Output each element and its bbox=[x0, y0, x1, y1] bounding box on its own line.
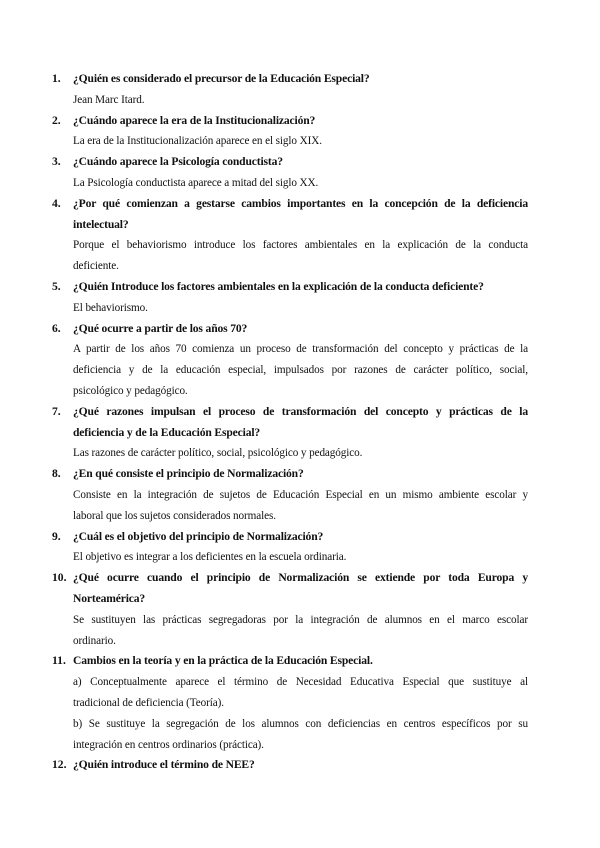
question-text: ¿Quién Introduce los factores ambientales en la explicación de la conducta deficiente? bbox=[73, 280, 484, 293]
question-number: 10. bbox=[52, 571, 67, 585]
question-number: 2. bbox=[52, 113, 61, 127]
answer-line: integración en centros ordinarios (práctica). bbox=[73, 738, 264, 751]
answer-text bbox=[73, 235, 528, 277]
answer-text bbox=[73, 672, 528, 755]
question-line: ¿Qué ocurre cuando el principio de Normalización se extiende por toda Europa y bbox=[73, 571, 528, 585]
answer-line: Porque el behaviorismo introduce los factores ambientales en la explicación de la conducta bbox=[73, 239, 528, 252]
question-item-7 bbox=[52, 402, 528, 464]
question-number: 3. bbox=[52, 155, 61, 169]
answer-text: Las razones de carácter político, social, psicológico y pedagógico. bbox=[73, 447, 363, 460]
question-item-12 bbox=[52, 755, 528, 776]
question-text: Cambios en la teoría y en la práctica de la Educación Especial. bbox=[73, 654, 373, 668]
question-text bbox=[73, 194, 528, 236]
question-item-1 bbox=[52, 69, 528, 111]
answer-line: ordinario. bbox=[73, 634, 116, 647]
answer-text: La Psicología conductista aparece a mitad del siglo XX. bbox=[73, 176, 319, 189]
question-text bbox=[73, 402, 528, 444]
question-line: Norteamérica? bbox=[73, 591, 146, 605]
answer-text bbox=[73, 610, 528, 652]
question-number: 5. bbox=[52, 280, 61, 293]
answer-text: Jean Marc Itard. bbox=[73, 93, 145, 106]
answer-paragraph-b bbox=[73, 714, 528, 756]
question-text: ¿Quién introduce el término de NEE? bbox=[73, 758, 255, 772]
answer-line: psicológico y pedagógico. bbox=[73, 384, 188, 397]
answer-line: A partir de los años 70 comienza un proceso de transformación del concepto y prácticas de la bbox=[73, 343, 528, 356]
question-item-9 bbox=[52, 527, 528, 569]
answer-text bbox=[73, 339, 528, 401]
question-number: 7. bbox=[52, 404, 61, 418]
question-text bbox=[73, 568, 528, 610]
answer-paragraph-a bbox=[73, 672, 528, 714]
question-number: 8. bbox=[52, 467, 61, 481]
question-number: 4. bbox=[52, 196, 61, 210]
question-item-8 bbox=[52, 464, 528, 526]
question-number: 9. bbox=[52, 529, 61, 543]
question-item-4 bbox=[52, 194, 528, 277]
question-item-10 bbox=[52, 568, 528, 651]
answer-line: deficiente. bbox=[73, 260, 119, 273]
answer-text: El behaviorismo. bbox=[73, 301, 148, 314]
question-text: ¿Qué ocurre a partir de los años 70? bbox=[73, 321, 248, 335]
answer-line: a) Conceptualmente aparece el término de Necesidad Educativa Especial que sustituye al bbox=[73, 676, 528, 689]
question-line: ¿Qué razones impulsan el proceso de transformación del concepto y prácticas de la bbox=[73, 404, 528, 418]
question-item-11 bbox=[52, 651, 528, 755]
question-text: ¿Cuándo aparece la Psicología conductista? bbox=[73, 155, 283, 169]
answer-line: laboral que los sujetos considerados normales. bbox=[73, 509, 276, 522]
answer-line: Consiste en la integración de sujetos de Educación Especial en un mismo ambiente escolar y bbox=[73, 488, 528, 501]
question-line: intelectual? bbox=[73, 217, 129, 231]
answer-line: b) Se sustituye la segregación de los alumnos con deficiencias en centros específicos por su bbox=[73, 717, 528, 730]
question-text: ¿Cuál es el objetivo del principio de Normalización? bbox=[73, 529, 324, 543]
answer-line: deficiencia y de la educación especial, impulsados por razones de carácter político, social, bbox=[73, 364, 528, 377]
question-line: deficiencia y de la Educación Especial? bbox=[73, 425, 261, 439]
question-number: 1. bbox=[52, 72, 61, 85]
answer-text: La era de la Institucionalización aparece en el siglo XIX. bbox=[73, 135, 322, 148]
question-text: ¿En qué consiste el principio de Normalización? bbox=[73, 467, 304, 481]
question-text: ¿Cuándo aparece la era de la Institucionalización? bbox=[73, 113, 316, 127]
question-number: 11. bbox=[52, 654, 66, 668]
question-text: ¿Quién es considerado el precursor de la Educación Especial? bbox=[73, 72, 370, 85]
question-number: 6. bbox=[52, 321, 61, 335]
question-item-5 bbox=[52, 277, 528, 319]
question-item-2 bbox=[52, 111, 528, 153]
answer-text: El objetivo es integrar a los deficientes en la escuela ordinaria. bbox=[73, 551, 347, 564]
question-item-6 bbox=[52, 319, 528, 402]
answer-line: tradicional de deficiencia (Teoría). bbox=[73, 696, 224, 709]
question-item-3 bbox=[52, 152, 528, 194]
answer-text bbox=[73, 485, 528, 527]
question-line: ¿Por qué comienzan a gestarse cambios importantes en la concepción de la deficiencia bbox=[73, 196, 528, 210]
question-number: 12. bbox=[52, 758, 67, 772]
answer-line: Se sustituyen las prácticas segregadoras por la integración de alumnos en el marco escolar bbox=[73, 613, 528, 626]
